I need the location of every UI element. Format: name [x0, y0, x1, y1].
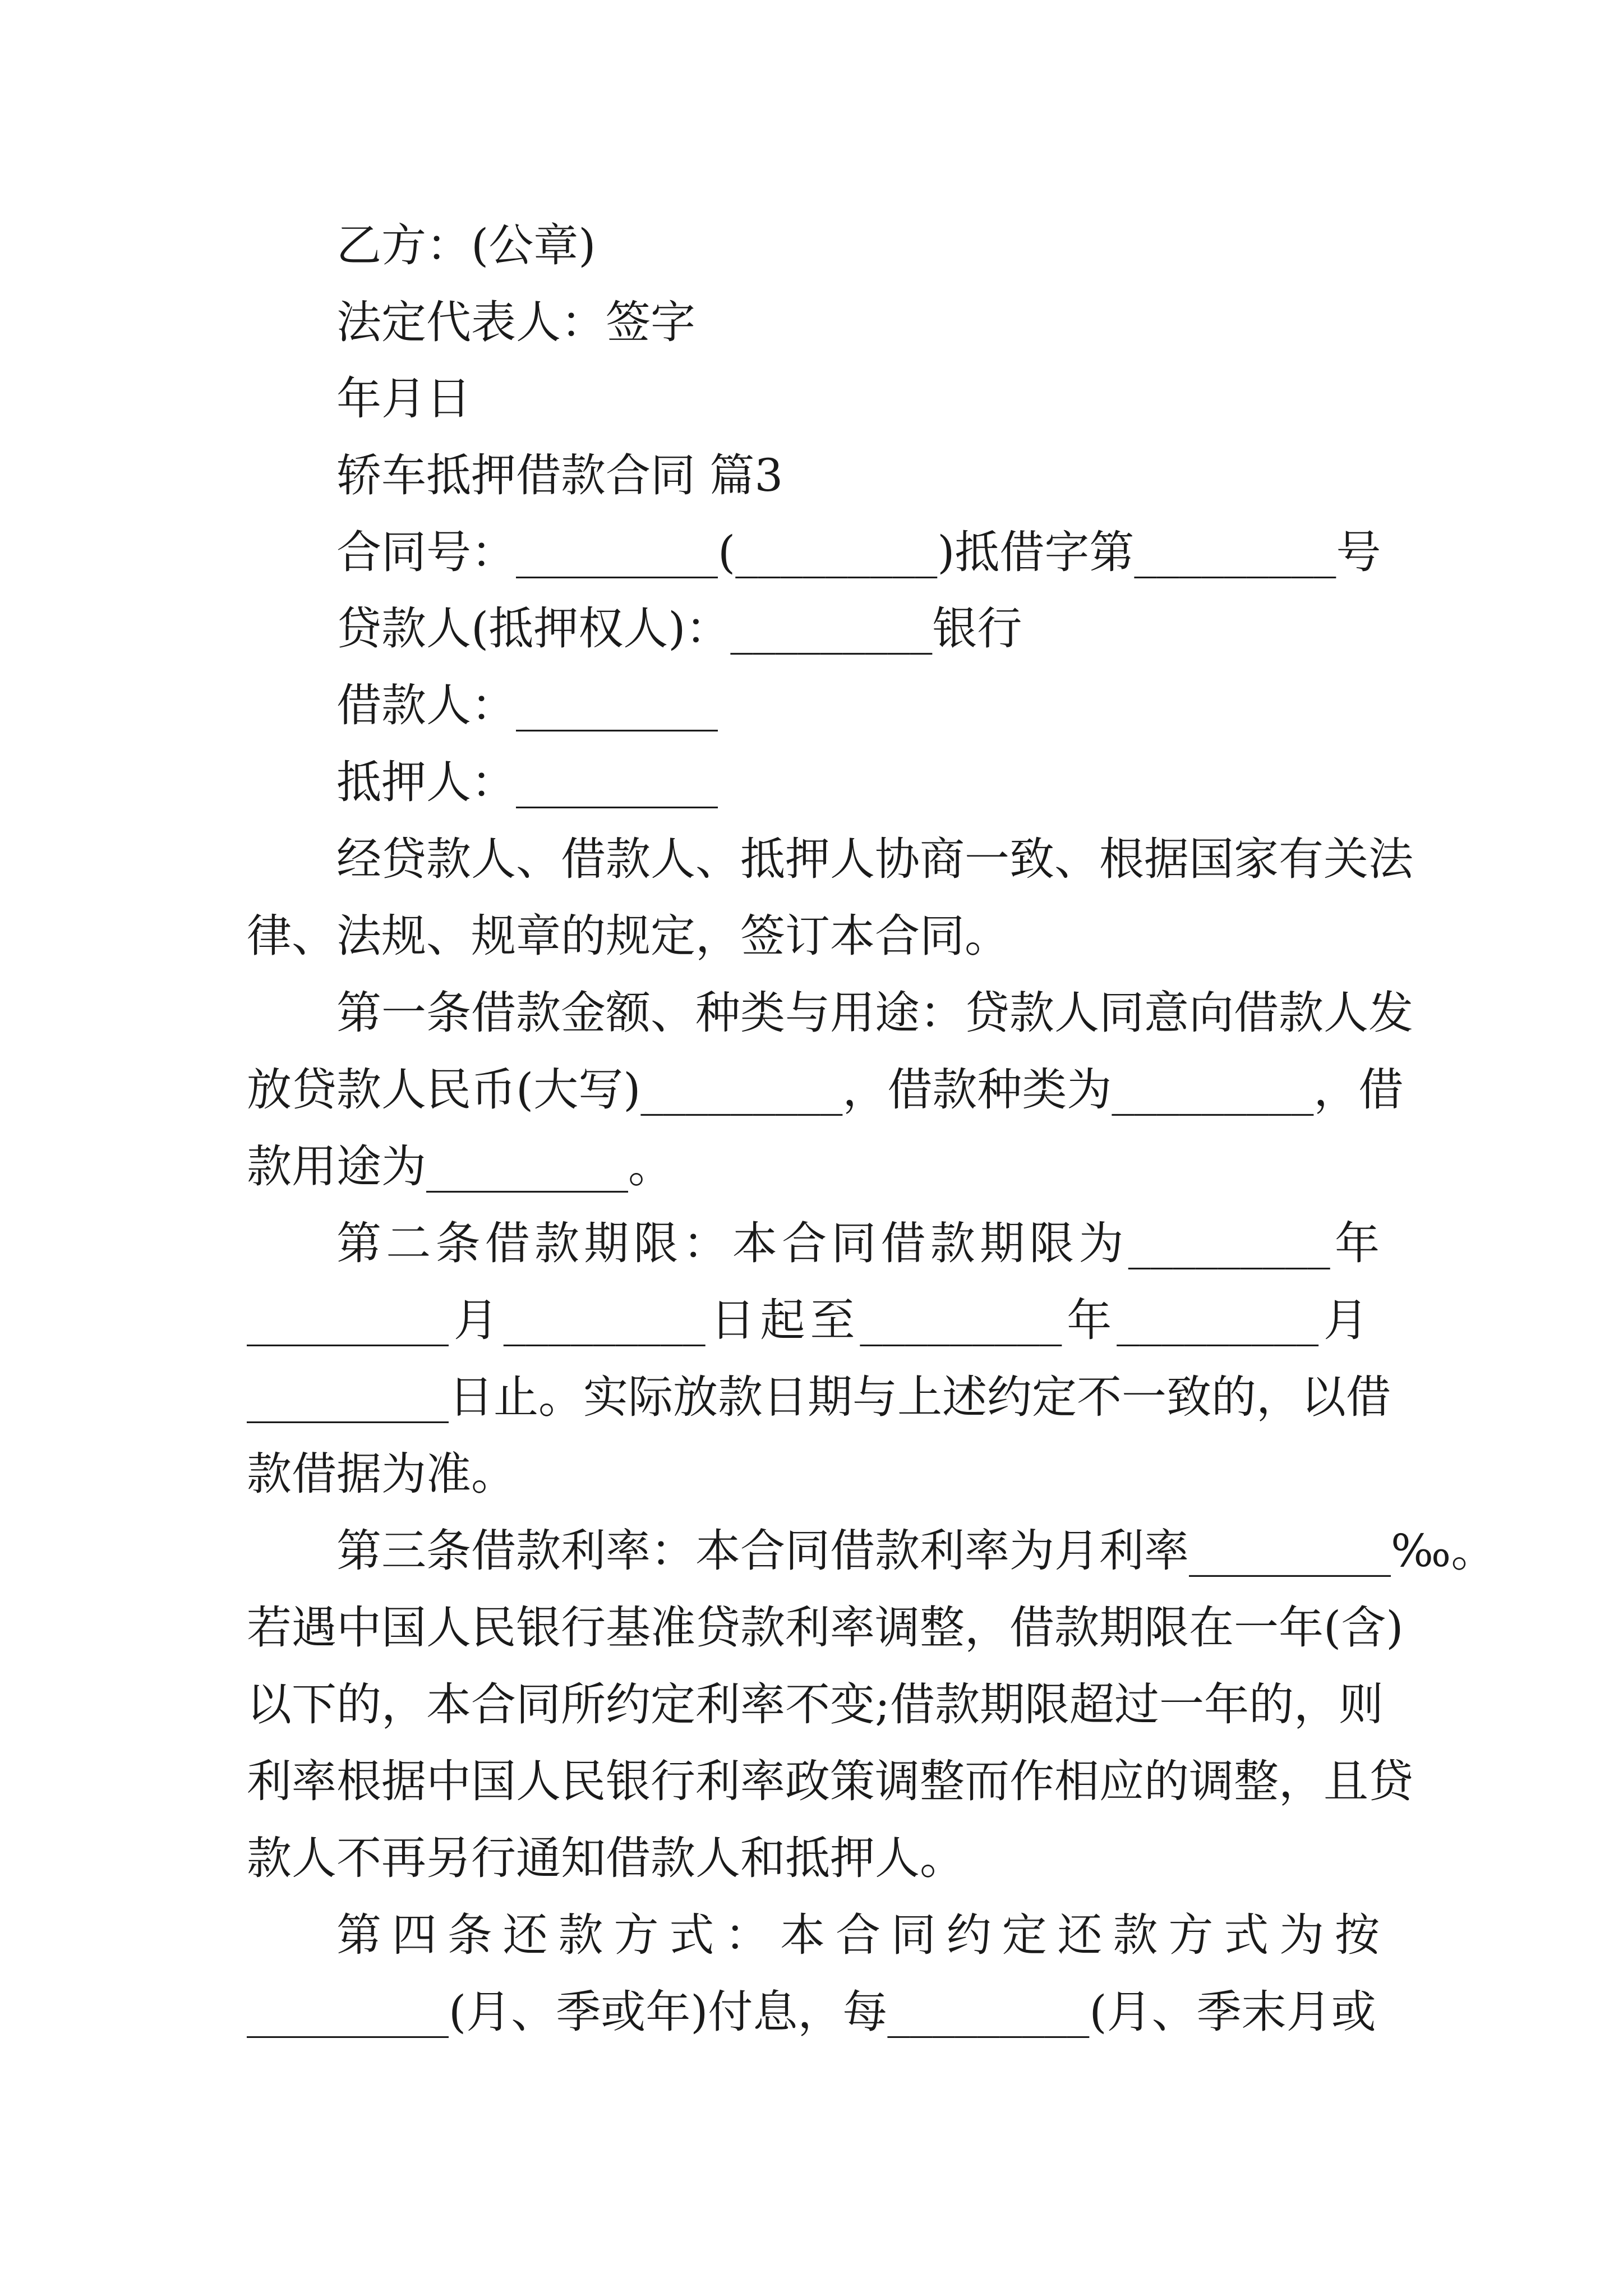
contract-number-line: 合同号：_________(_________)抵借字第_________号 — [336, 526, 1381, 578]
article-3-line-1: 第三条借款利率：本合同借款利率为月利率_________‰。 — [336, 1525, 1496, 1577]
article-2-line-2: _________月_________日起至_________年_________月 — [247, 1294, 1368, 1346]
legal-representative-line: 法定代表人：签字 — [336, 296, 695, 348]
article-3-line-4: 利率根据中国人民银行利率政策调整而作相应的调整，且贷 — [247, 1755, 1413, 1807]
lender-line: 贷款人(抵押权人)：_________银行 — [336, 602, 1022, 655]
article-2-line-3: _________日止。实际放款日期与上述约定不一致的，以借 — [247, 1371, 1391, 1423]
mortgagor-line: 抵押人：_________ — [336, 756, 718, 808]
borrower-line: 借款人：_________ — [336, 679, 718, 731]
date-line: 年月日 — [336, 372, 471, 425]
article-1-line-3: 款用途为_________。 — [247, 1140, 673, 1193]
article-1-line-2: 放贷款人民币(大写)_________，借款种类为_________，借 — [247, 1064, 1404, 1116]
article-2-line-4: 款借据为准。 — [247, 1448, 516, 1500]
party-b-seal-line: 乙方：(公章) — [336, 219, 596, 272]
article-2-line-1: 第二条借款期限：本合同借款期限为_________年 — [336, 1217, 1380, 1269]
article-3-line-5: 款人不再另行通知借款人和抵押人。 — [247, 1832, 965, 1884]
article-3-line-3: 以下的，本合同所约定利率不变;借款期限超过一年的，则 — [247, 1678, 1384, 1731]
article-3-line-2: 若遇中国人民银行基准贷款利率调整，借款期限在一年(含) — [247, 1602, 1404, 1654]
article-4-line-1: 第四条还款方式：本合同约定还款方式为按 — [336, 1909, 1380, 1961]
preamble-line-1: 经贷款人、借款人、抵押人协商一致、根据国家有关法 — [336, 833, 1413, 885]
article-4-line-2: _________(月、季或年)付息，每_________(月、季末月或 — [247, 1986, 1376, 2038]
contract-title: 轿车抵押借款合同 篇3 — [336, 449, 783, 501]
article-1-line-1: 第一条借款金额、种类与用途：贷款人同意向借款人发 — [336, 987, 1413, 1039]
preamble-line-2: 律、法规、规章的规定，签订本合同。 — [247, 910, 1009, 962]
